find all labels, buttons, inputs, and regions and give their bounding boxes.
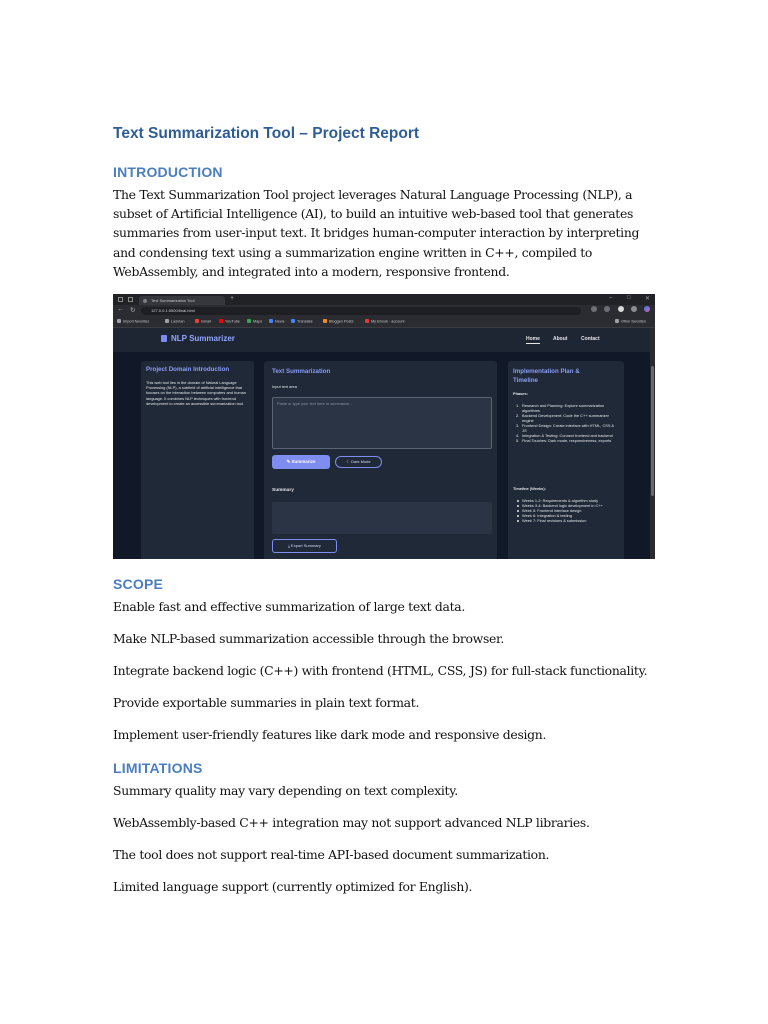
address-bar[interactable] [141, 307, 581, 315]
phase-item: 1. Research and Planning: Explore summarization algorithms [516, 403, 605, 413]
scope-item: Integrate backend logic (C++) with frontend (HTML, CSS, JS) for full-stack functionality. [113, 663, 648, 678]
document-icon [161, 335, 167, 342]
bookmark-item[interactable]: Maps [247, 319, 262, 324]
plan-card-title: Implementation Plan & Timeline [513, 368, 580, 384]
introduction-paragraph: The Text Summarization Tool project leverages Natural Language Processing (NLP), a subset of Artificial Intelligence (AI), to build an intuitive web-based tool that generates summaries from user-input text. It bridges human-computer interaction by interpreting and condensing text using a summarization engine written in C++, compiled to WebAssembly, and integrated into a modern, responsive frontend. [113, 187, 640, 279]
phase-item: 4. Integration & Testing: Connect frontend and backend [516, 433, 613, 438]
bookmark-item[interactable]: Lasman [165, 319, 185, 324]
summarize-card [264, 361, 497, 559]
scrollbar[interactable] [650, 328, 655, 559]
minimize-icon[interactable]: – [609, 295, 613, 301]
limitations-heading: LIMITATIONS [113, 760, 203, 776]
timeline-item: Week 6: Integration & testing [513, 513, 619, 518]
new-tab-icon[interactable]: + [230, 295, 235, 302]
limitation-item: WebAssembly-based C++ integration may not support advanced NLP libraries. [113, 815, 590, 830]
browser-tab[interactable] [139, 296, 225, 305]
timeline-item: Weeks 3-4: Backend logic development in C++ [513, 503, 619, 508]
timeline-list [513, 498, 619, 523]
nav-home[interactable]: Home [526, 336, 540, 342]
wand-icon: ✎ [286, 459, 292, 464]
window-icon [118, 297, 123, 302]
app-viewport [113, 328, 655, 559]
plan-card [508, 361, 624, 559]
scope-item: Implement user-friendly features like dark mode and responsive design. [113, 727, 547, 742]
scope-item: Enable fast and effective summarization of large text data. [113, 599, 466, 614]
phase-item: 2. Backend Development: Code the C++ summarizer engine [516, 413, 609, 423]
profile-avatar[interactable] [618, 306, 624, 312]
url-text: 127.0.0.1:5500/final.html [151, 308, 195, 313]
input-textarea[interactable] [272, 397, 492, 449]
dark-mode-button[interactable]: ☾ Dark Mode [335, 456, 382, 468]
limitation-item: Summary quality may vary depending on text complexity. [113, 783, 458, 798]
nav-contact[interactable]: Contact [581, 336, 600, 342]
scope-item: Provide exportable summaries in plain text format. [113, 695, 420, 710]
bookmark-item[interactable]: News [269, 319, 285, 324]
copilot-icon[interactable] [644, 306, 650, 312]
phases-label: Phases: [513, 391, 528, 396]
nav-about[interactable]: About [553, 336, 568, 342]
intro-card [141, 361, 254, 559]
moon-icon: ☾ [346, 459, 352, 464]
export-summary-button[interactable]: ⤓ Export Summary [272, 539, 337, 553]
intro-card-text: This web tool lies in the domain of Natural Language Processing (NLP), a subfield of artificial intelligence that focuses on the interaction between computers and human language. It combines NLP techniques with frontend development to create an accessible summarization tool. [146, 380, 246, 406]
phases-list [513, 403, 619, 443]
bookmarks-bar [113, 317, 655, 328]
tabs-icon [128, 297, 133, 302]
summary-heading: Summary [272, 488, 294, 493]
phase-item: 5. Final Touches: Dark mode, responsiveness, exports [516, 438, 612, 443]
timeline-item: Weeks 1-2: Requirements & algorithm study [513, 498, 619, 503]
bookmark-item[interactable]: YouTube [219, 319, 240, 324]
refresh-icon[interactable]: ↻ [130, 307, 136, 314]
summary-output [272, 502, 492, 534]
bookmark-item[interactable]: Bloggen Posts [323, 319, 354, 324]
bookmark-item[interactable]: My Ebook - account [365, 319, 405, 324]
scope-heading: SCOPE [113, 576, 164, 592]
bookmark-item[interactable]: Translate [291, 319, 313, 324]
maximize-icon[interactable]: □ [627, 295, 631, 301]
favorites-icon[interactable] [604, 306, 610, 312]
limitation-item: Limited language support (currently optimized for English). [113, 879, 473, 894]
intro-card-title: Project Domain Introduction [146, 366, 230, 373]
timeline-item: Week 5: Frontend interface design [513, 508, 619, 513]
input-placeholder: Paste or type your text here to summarize... [277, 401, 353, 406]
tab-title: Text Summarization Tool [151, 298, 195, 303]
app-screenshot [113, 294, 655, 559]
extension-icon[interactable] [591, 306, 597, 312]
phase-item: 3. Frontend Design: Create interface with HTML, CSS & JS [516, 423, 615, 433]
browser-tab-bar [113, 294, 655, 305]
app-navbar [113, 328, 655, 352]
menu-icon[interactable] [631, 306, 637, 312]
bookmark-item[interactable]: Other favorites [615, 319, 646, 324]
summarize-card-title: Text Summarization [272, 368, 331, 375]
address-bar-row [113, 305, 655, 317]
bookmark-item[interactable]: Import favorites [117, 319, 149, 324]
scope-item: Make NLP-based summarization accessible through the browser. [113, 631, 504, 646]
app-brand[interactable]: NLP Summarizer [161, 334, 235, 343]
limitation-item: The tool does not support real-time API-based document summarization. [113, 847, 550, 862]
tab-favicon-icon [143, 299, 147, 303]
summarize-button[interactable]: ✎ Summarize [272, 455, 330, 469]
timeline-label: Timeline (Weeks): [513, 486, 546, 491]
download-icon: ⤓ [288, 543, 292, 548]
close-icon[interactable]: ✕ [645, 296, 651, 302]
introduction-heading: INTRODUCTION [113, 164, 223, 180]
scrollbar-thumb[interactable] [651, 366, 654, 496]
timeline-item: Week 7: Final revisions & submission [513, 518, 619, 523]
back-icon[interactable]: ← [117, 306, 124, 313]
input-label: Input text area [272, 384, 297, 389]
report-title: Text Summarization Tool – Project Report [113, 125, 420, 142]
bookmark-item[interactable]: Gmail [195, 319, 211, 324]
